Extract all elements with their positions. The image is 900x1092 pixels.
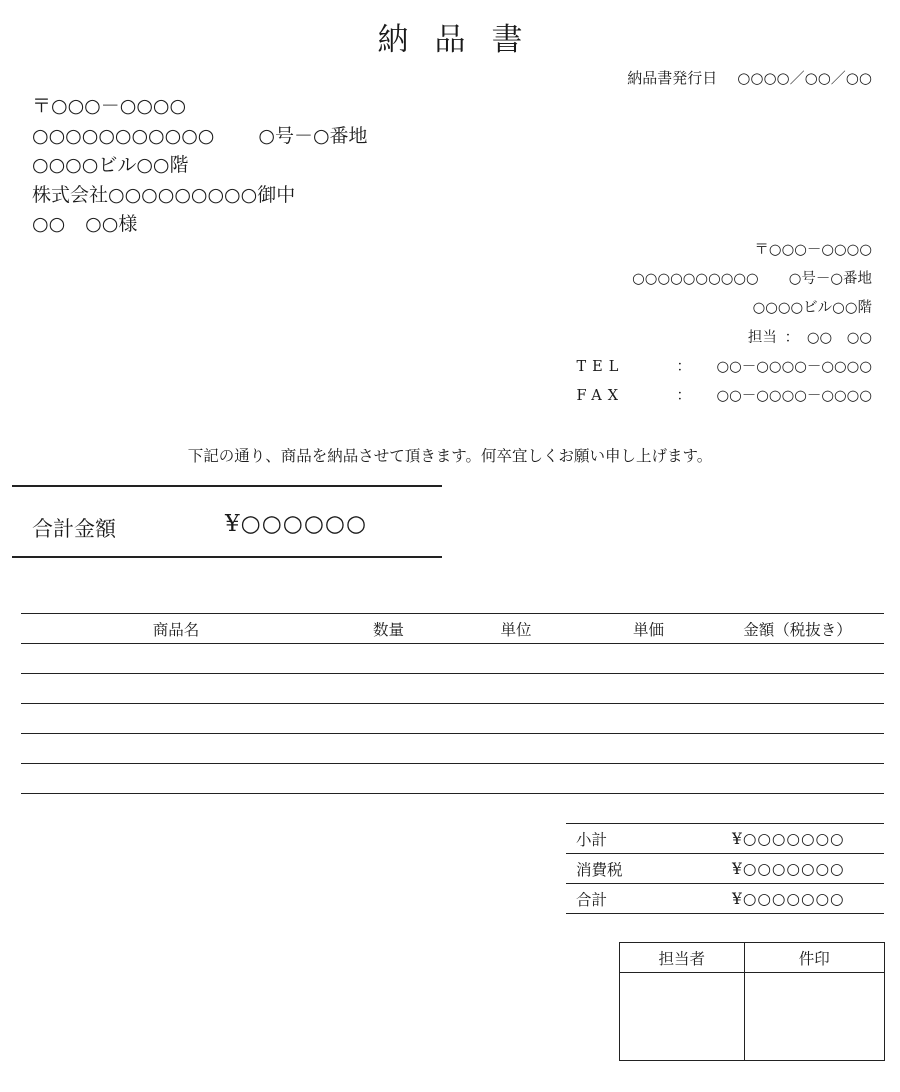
issue-date-label: 納品書発行日 (627, 69, 718, 87)
sender-fax-label: FAX (576, 387, 625, 404)
document-title: 納品書 (377, 22, 549, 58)
items-header-unit: 単位 (446, 614, 586, 644)
total-amount-value: ¥○○○○○○ (225, 511, 368, 537)
table-cell (586, 734, 711, 764)
table-cell (331, 674, 446, 704)
table-cell (331, 704, 446, 734)
grand-total-label: 合計 (566, 884, 716, 914)
items-header-amount: 金額（税抜き） (711, 614, 884, 644)
recipient-address-number: ○号－○番地 (258, 124, 368, 147)
sender-person-value: ○○ ○○ (806, 329, 872, 346)
sender-fax-sep: ： (676, 387, 691, 404)
table-cell (586, 644, 711, 674)
grand-total-value: ¥○○○○○○○ (716, 884, 884, 914)
sender-tel (576, 353, 872, 382)
summary-table (566, 823, 884, 914)
table-row (21, 734, 884, 764)
recipient-address-main: ○○○○○○○○○○○ (32, 124, 215, 147)
sender-address-main: ○○○○○○○○○○ (632, 271, 759, 288)
sender-tel-value: ○○－○○○○－○○○○ (716, 358, 872, 375)
table-cell (21, 734, 331, 764)
table-cell (446, 734, 586, 764)
table-row (21, 674, 884, 704)
delivery-message: 下記の通り、商品を納品させて頂きます。何卒宜しくお願い申し上げます。 (187, 447, 713, 465)
table-cell (21, 674, 331, 704)
sender-building: ○○○○ビル○○階 (752, 300, 872, 317)
sender-address (576, 265, 872, 294)
sender-person (576, 324, 872, 353)
stamp-person-box (620, 973, 745, 1061)
sender-tel-sep: ： (676, 358, 691, 375)
tax-label: 消費税 (566, 854, 716, 884)
recipient-building: ○○○○ビル○○階 (32, 154, 189, 176)
table-cell (711, 704, 884, 734)
stamp-table (619, 942, 885, 1061)
table-cell (446, 704, 586, 734)
table-cell (331, 644, 446, 674)
recipient-address (32, 122, 368, 152)
summary-row-subtotal (566, 824, 884, 854)
table-cell (586, 674, 711, 704)
sender-address-number: ○号－○番地 (788, 271, 872, 288)
table-cell (331, 764, 446, 794)
table-cell (446, 764, 586, 794)
subtotal-label: 小計 (566, 824, 716, 854)
sender-person-label: 担当 (747, 329, 777, 346)
total-amount-box (12, 485, 442, 558)
stamp-seal-box (744, 973, 884, 1061)
items-header-quantity: 数量 (331, 614, 446, 644)
table-cell (586, 764, 711, 794)
stamp-seal-header: 件印 (744, 943, 884, 973)
table-cell (446, 644, 586, 674)
items-header-product: 商品名 (21, 614, 331, 644)
items-table (21, 613, 884, 794)
recipient-block (32, 92, 368, 240)
tax-value: ¥○○○○○○○ (716, 854, 884, 884)
table-cell (21, 764, 331, 794)
table-cell (21, 644, 331, 674)
items-header-unit-price: 単価 (586, 614, 711, 644)
table-cell (331, 734, 446, 764)
issue-date-value: ○○○○／○○／○○ (737, 69, 872, 87)
recipient-name-first: ○○様 (85, 213, 138, 235)
recipient-company: 株式会社○○○○○○○○○御中 (32, 183, 296, 206)
subtotal-value: ¥○○○○○○○ (716, 824, 884, 854)
table-cell (446, 674, 586, 704)
recipient-name-last: ○○ (32, 213, 66, 235)
table-cell (711, 674, 884, 704)
table-row (21, 644, 884, 674)
summary-row-total (566, 884, 884, 914)
items-header-row (21, 614, 884, 644)
table-cell (711, 734, 884, 764)
table-row (21, 764, 884, 794)
table-cell (711, 644, 884, 674)
recipient-name (32, 210, 368, 240)
sender-fax-value: ○○－○○○○－○○○○ (716, 387, 872, 404)
total-amount-label: 合計金額 (32, 517, 116, 541)
stamp-person-header: 担当者 (620, 943, 745, 973)
table-cell (21, 704, 331, 734)
sender-person-sep: ： (784, 329, 800, 346)
table-cell (586, 704, 711, 734)
sender-block (576, 236, 872, 411)
sender-postal: 〒○○○－○○○○ (754, 242, 872, 258)
table-cell (711, 764, 884, 794)
table-row (21, 704, 884, 734)
recipient-postal: 〒○○○－○○○○ (32, 95, 187, 117)
sender-fax (576, 382, 872, 411)
sender-tel-label: TEL (576, 358, 625, 375)
summary-row-tax (566, 854, 884, 884)
issue-date (627, 67, 872, 88)
